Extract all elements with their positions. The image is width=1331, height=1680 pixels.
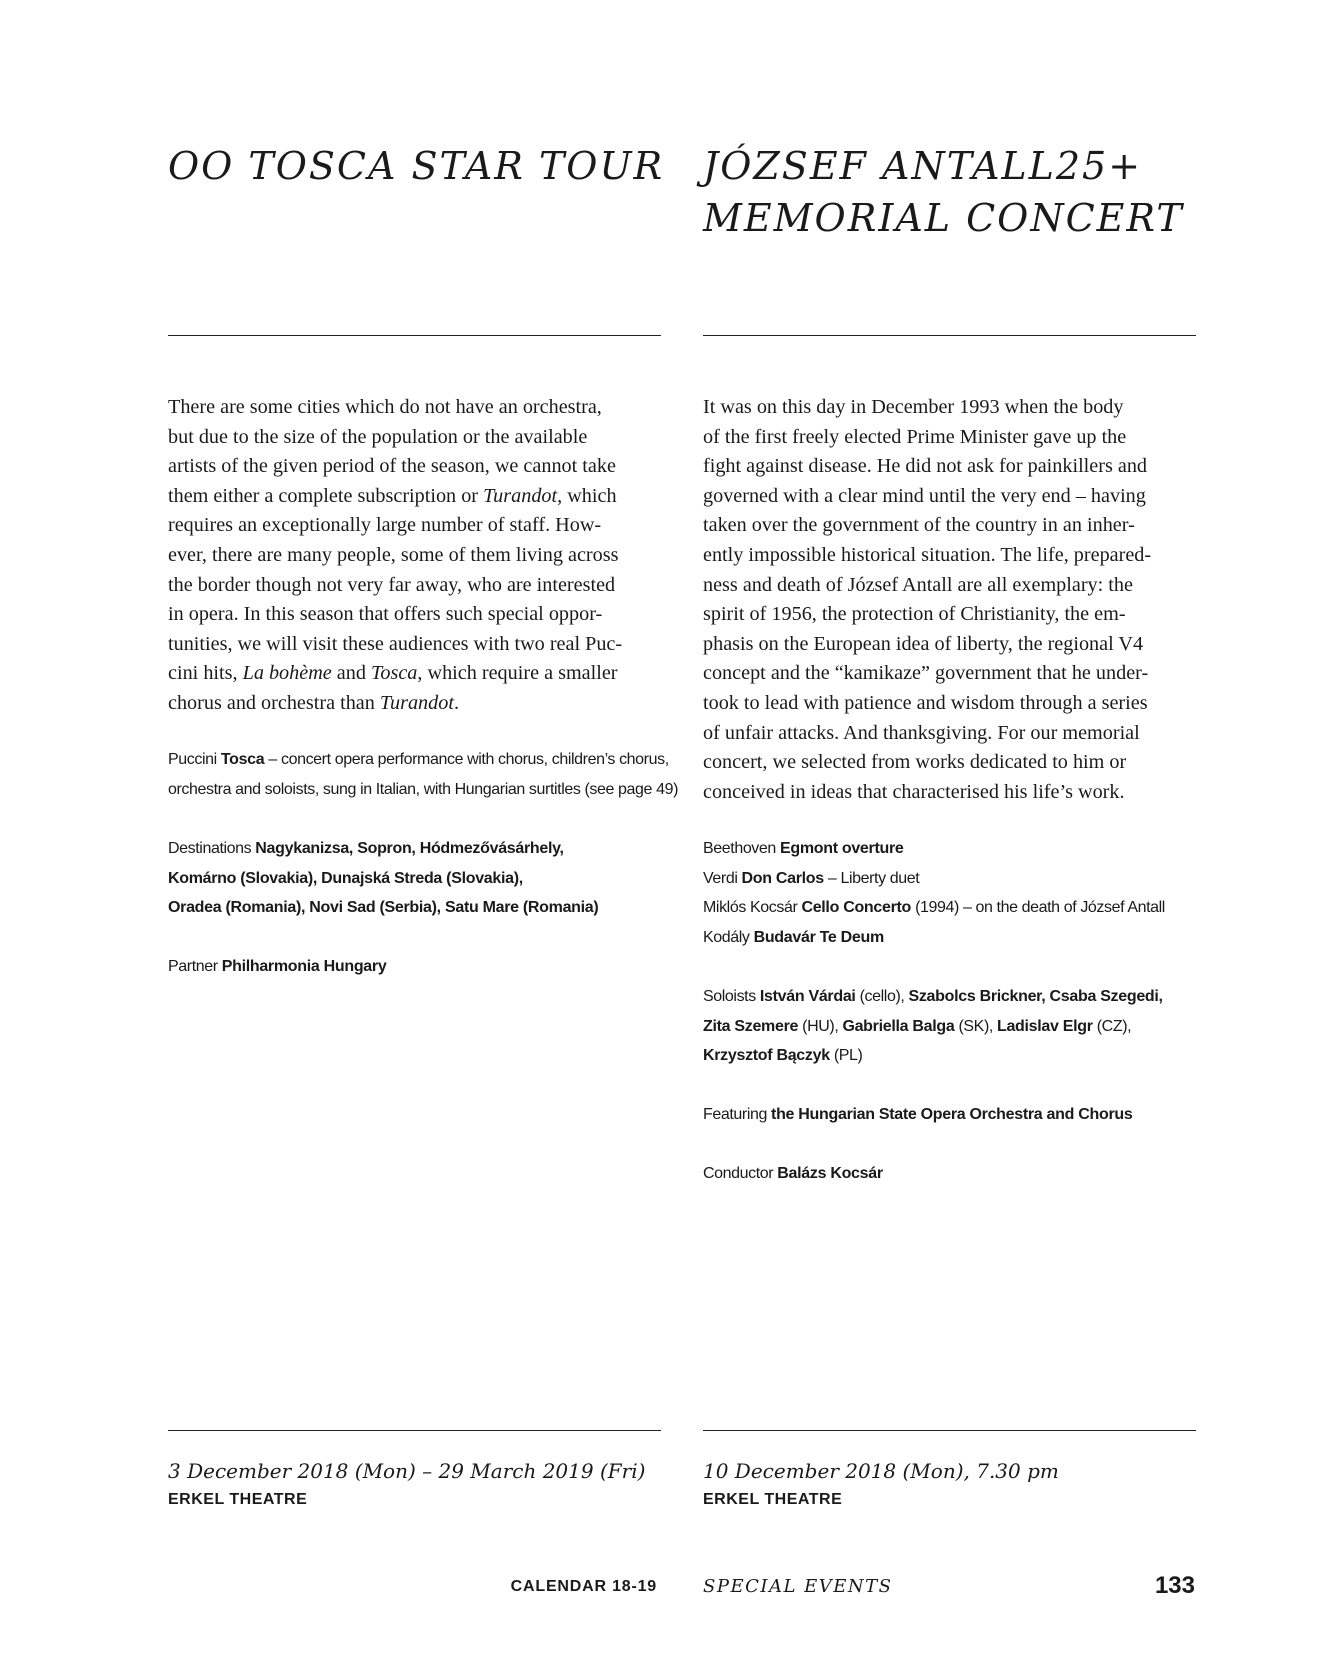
text-run: Featuring [703,1106,772,1123]
text-run: Kodály [703,928,754,946]
bold-text: Krzysztof Bączyk [703,1047,830,1065]
text-line [703,893,1203,923]
text-line [703,864,1203,894]
text-run: (PL) [829,1047,863,1065]
text-line [168,423,661,453]
bold-text: Don Carlos [741,869,824,887]
event-venue: ERKEL THEATRE [168,1491,308,1508]
text-line [703,659,1196,689]
text-line: JÓZSEF ANTALL25+ [703,144,1143,188]
text-run: and [331,662,371,685]
italic-title: Turandot [483,484,558,507]
text-run: (CZ), [1092,1017,1132,1035]
text-line [703,689,1196,719]
text-run: governed with a clear mind until the very end – having [703,484,1146,507]
text-run: artists of the given period of the season, we cannot take [168,455,616,478]
text-line [168,864,668,894]
text-run: fight against disease. He did not ask for painkillers and [703,455,1148,478]
work-info [168,745,679,804]
text-line [168,482,661,512]
text-run: but due to the size of the population or the available [168,425,588,448]
text-line [168,893,668,923]
text-run: ness and death of József Antall are all exemplary: the [703,573,1133,596]
bold-text: Gabriella Balga [842,1017,955,1035]
text-run: spirit of 1956, the protection of Christianity, the em- [703,603,1126,626]
text-line [168,393,661,423]
italic-title: Tosca [371,662,418,685]
text-line [703,393,1196,423]
text-line [168,452,661,482]
footer-calendar-label: CALENDAR 18-19 [510,1578,657,1595]
bold-text: Balázs Kocsár [777,1165,883,1182]
text-run: the border though not very far away, who are interested [168,573,616,596]
text-run: phasis on the European idea of liberty, the regional V4 [703,632,1144,655]
text-line [703,1159,1203,1189]
event-date: 10 December 2018 (Mon), 7.30 pm [703,1459,1059,1483]
event-title [168,140,688,192]
text-line [703,1012,1203,1042]
bold-text: the Hungarian State Opera Orchestra and Chorus [771,1106,1133,1123]
text-run: in opera. In this season that offers such special oppor- [168,603,603,626]
text-run: them either a complete subscription or [168,484,484,507]
text-line [168,600,661,630]
text-line [703,719,1196,749]
text-run: – concert opera performance with chorus, children’s chorus, [264,751,669,768]
title-divider [168,335,661,336]
text-run: Soloists [703,988,760,1005]
text-line [168,571,661,601]
text-run: It was on this day in December 1993 when the body [703,396,1124,418]
text-line [168,952,668,982]
partner-info [168,952,668,982]
event-venue: ERKEL THEATRE [703,1491,843,1508]
bold-text: Cello Concerto [801,899,912,917]
text-run: of the first freely elected Prime Minister gave up the [703,425,1127,448]
text-run: cini hits, [168,662,243,685]
bold-text: Szabolcs Brickner, Csaba Szegedi, [908,988,1163,1005]
text-line [703,982,1203,1012]
text-line [168,689,661,719]
text-run: . [453,691,459,714]
text-line [703,600,1196,630]
text-run: orchestra and soloists, sung in Italian, with Hungarian surtitles (see page 49) [168,780,679,798]
text-line [168,834,668,864]
text-run: tunities, we will visit these audiences with two real Puc- [168,632,623,655]
text-line [703,511,1196,541]
text-run: requires an exceptionally large number of staff. How- [168,514,602,537]
text-run: ever, there are many people, some of them living across [168,543,619,566]
bold-text: Komárno (Slovakia), Dunajská Streda (Slovakia), [168,869,523,887]
text-run: Puccini [168,751,221,768]
text-run: (HU), [798,1017,843,1035]
text-run: (SK), [954,1017,997,1035]
bold-text: Ladislav Elgr [996,1017,1093,1035]
destinations-info [168,834,668,923]
text-run: , which [557,484,617,507]
text-run: conceived in ideas that characterised his life’s work. [703,780,1125,803]
text-run: Destinations [168,840,256,857]
text-run: took to lead with patience and wisdom through a series [703,691,1148,714]
text-line [703,630,1196,660]
text-run: concept and the “kamikaze” government that he under- [703,662,1149,685]
text-line [703,778,1196,808]
text-run: concert, we selected from works dedicated to him or [703,751,1127,774]
text-line [703,423,1196,453]
text-line [703,482,1196,512]
text-run: Partner [168,958,222,975]
text-run: Verdi [703,869,742,887]
text-line [703,923,1203,953]
bold-text: Zita Szemere [703,1017,799,1035]
text-run: , which require a smaller [417,662,618,685]
date-divider [168,1430,661,1431]
bold-text: Philharmonia Hungary [221,958,387,975]
featuring-info [703,1100,1203,1130]
text-line [168,511,661,541]
text-run: (cello), [855,988,909,1005]
text-run: Beethoven [703,840,780,857]
italic-title: Turandot [379,691,454,714]
bold-text: Egmont overture [779,840,904,857]
text-line [703,1041,1203,1071]
text-line [703,571,1196,601]
text-run: Conductor [703,1165,778,1182]
text-line [703,748,1196,778]
program-info [703,834,1203,952]
text-line [168,630,661,660]
text-line [168,659,661,689]
event-date: 3 December 2018 (Mon) – 29 March 2019 (Fri) [168,1459,646,1483]
event-title [703,140,1223,244]
bold-text: István Várdai [759,988,856,1005]
title-divider [703,335,1196,336]
text-run: chorus and orchestra than [168,691,380,714]
text-line [703,452,1196,482]
page-number: 133 [1154,1572,1195,1599]
event-description [168,393,661,719]
text-line [703,834,1203,864]
text-line [168,775,679,805]
text-run: of unfair attacks. And thanksgiving. For our memorial [703,721,1140,744]
text-run: Miklós Kocsár [703,899,802,917]
text-line: OO TOSCA STAR TOUR [168,144,665,188]
text-line: MEMORIAL CONCERT [703,196,1184,240]
conductor-info [703,1159,1203,1189]
bold-text: Budavár Te Deum [753,928,884,946]
date-divider [703,1430,1196,1431]
italic-title: La bohème [242,662,332,685]
text-run: ently impossible historical situation. The life, prepared- [703,543,1152,566]
event-description [703,393,1196,807]
footer-section-label: SPECIAL EVENTS [703,1576,893,1597]
text-run: taken over the government of the country in an inher- [703,514,1135,537]
text-line [703,541,1196,571]
text-line [168,745,668,775]
text-run: – Liberty duet [823,869,920,887]
soloists-info [703,982,1203,1071]
bold-text: Oradea (Romania), Novi Sad (Serbia), Satu Mare (Romania) [168,899,599,917]
bold-text: Nagykanizsa, Sopron, Hódmezővásárhely, [255,840,564,857]
text-run: (1994) – on the death of József Antall [911,899,1165,917]
text-line [168,541,661,571]
bold-text: Tosca [220,751,265,768]
text-line [703,1100,1203,1130]
text-run: There are some cities which do not have an orchestra, [168,396,602,418]
